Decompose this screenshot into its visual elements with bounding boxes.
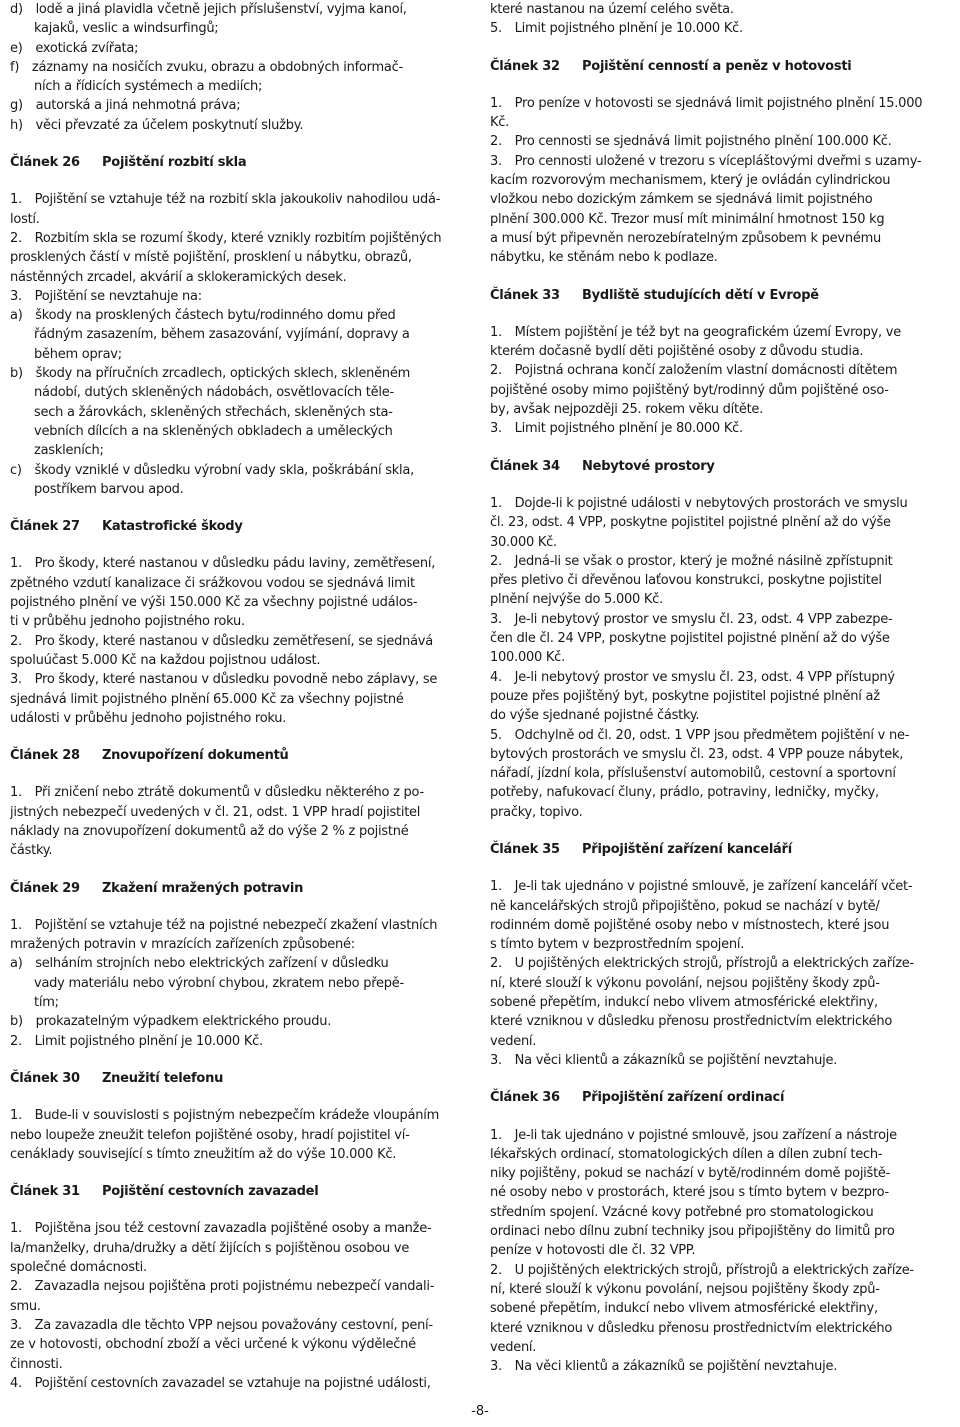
text-line: spoluúčast 5.000 Kč na každou pojistnou událost. xyxy=(10,652,321,668)
spacer xyxy=(10,861,470,879)
text-line: la/manželky, druha/družky a dětí žijících s pojištěnou osobou ve xyxy=(10,1240,410,1256)
text-line: 5. Limit pojistného plnění je 10.000 Kč. xyxy=(490,21,743,37)
article-number: Článek 32 xyxy=(490,58,560,74)
left-column xyxy=(10,0,470,1393)
text-line: sobené přepětím, indukcí nebo vlivem atmosférické elektřiny, xyxy=(490,1301,878,1317)
text-line: 3. Je-li nebytový prostor ve smyslu čl. 23, odst. 4 VPP zabezpe- xyxy=(490,611,893,627)
text-line: které nastanou na území celého světa. xyxy=(490,2,734,17)
text-line: 30.000 Kč. xyxy=(490,534,557,550)
text-line: a musí být připevněn nerozebíratelným způsobem k pevnému xyxy=(490,230,881,246)
text-line: kterém dočasně bydlí děti pojištěné osoby z důvodu studia. xyxy=(490,344,864,360)
text-line: 1. Pojištění se vztahuje též na rozbití skla jakoukoliv nahodilou udá- xyxy=(10,192,441,208)
text-line: 3. Pro cennosti uložené v trezoru s vícepláštovými dveřmi s uzamy- xyxy=(490,153,922,169)
text-line: 3. Za zavazadla dle těchto VPP nejsou považovány cestovní, pení- xyxy=(10,1317,433,1333)
text-line: lostí. xyxy=(10,211,40,227)
text-line: do výše sjednané pojistné částky. xyxy=(490,708,700,724)
text-line: bytových prostorách ve smyslu čl. 23, odst. 4 VPP pouze nábytek, xyxy=(490,746,904,762)
article-title: Nebytové prostory xyxy=(582,458,715,474)
text-line: tím; xyxy=(34,995,59,1011)
article-heading xyxy=(490,1088,958,1107)
spacer xyxy=(10,135,470,153)
spacer xyxy=(490,859,958,877)
spacer xyxy=(490,1108,958,1126)
text-line: ordinaci nebo dílnu zubní techniky jsou připojištěny do limitů pro xyxy=(490,1224,895,1240)
text-line: 1. Při zničení nebo ztrátě dokumentů v důsledku některého z po- xyxy=(10,785,424,801)
text-line: 2. Pro cennosti se sjednává limit pojistného plnění 100.000 Kč. xyxy=(490,134,892,150)
text-line: e) exotická zvířata; xyxy=(10,40,139,56)
article-title: Bydliště studujících dětí v Evropě xyxy=(582,287,819,303)
text-line: nástěnných zrcadel, akvárií a sklokeramických desek. xyxy=(10,269,347,285)
text-line: 1. Je-li tak ujednáno v pojistné smlouvě, jsou zařízení a nástroje xyxy=(490,1127,897,1143)
text-line: sobené přepětím, indukcí nebo vlivem atmosférické elektřiny, xyxy=(490,995,878,1011)
spacer xyxy=(490,39,958,57)
text-line: 3. Na věci klientů a zákazníků se pojištění nevztahuje. xyxy=(490,1359,838,1375)
text-line: 1. Místem pojištění je též byt na geografickém území Evropy, ve xyxy=(490,324,901,340)
text-line: niky pojištěny, pokud se nachází v bytě/rodinném domě pojiště- xyxy=(490,1166,891,1182)
text-line: události v průběhu jednoho pojistného roku. xyxy=(10,710,287,726)
text-line: pojištěné osoby mimo pojištěný byt/rodinný dům pojištěné oso- xyxy=(490,382,889,398)
text-line: smu. xyxy=(10,1298,41,1314)
text-line: pojistného plnění ve výši 150.000 Kč za všechny pojistné událos- xyxy=(10,595,418,611)
text-line: a) selháním strojních nebo elektrických zařízení v důsledku xyxy=(10,956,389,972)
text-line: sjednává limit pojistného plnění 65.000 Kč za všechny pojistné xyxy=(10,691,404,707)
article-title: Zneužití telefonu xyxy=(102,1070,224,1086)
text-line: vebních dílcích a na skleněných obkladech a uměleckých xyxy=(34,423,393,439)
text-line: nářadí, jízdní kola, příslušenství automobilů, cestovní a sportovní xyxy=(490,766,896,782)
article-title: Zkažení mražených potravin xyxy=(102,880,304,896)
spacer xyxy=(10,1051,470,1069)
article-number: Článek 29 xyxy=(10,880,80,896)
text-line: vložkou nebo dozickým zámkem se sjednává limit pojistného xyxy=(490,192,873,208)
text-line: čen dle čl. 24 VPP, poskytne pojistitel pojistné plnění až do výše xyxy=(490,631,890,647)
spacer xyxy=(10,728,470,746)
article-title: Připojištění zařízení kanceláří xyxy=(582,841,792,857)
text-line: potřeby, nafukovací čluny, prádlo, potraviny, ledničky, myčky, xyxy=(490,785,879,801)
text-line: nebo loupeže zneužit telefon pojištěné osoby, hradí pojistitel ví- xyxy=(10,1127,410,1143)
text-line: sech a žárovkách, skleněných střechách, skleněných sta- xyxy=(34,404,393,420)
text-line: plnění 300.000 Kč. Trezor musí mít minimální hmotnost 150 kg xyxy=(490,211,885,227)
article-heading xyxy=(490,457,958,476)
spacer xyxy=(490,1070,958,1088)
article-number: Článek 27 xyxy=(10,519,80,535)
article-number: Článek 26 xyxy=(10,155,80,171)
text-line: b) škody na příručních zrcadlech, optických sklech, skleněném xyxy=(10,366,411,382)
text-line: společné domácnosti. xyxy=(10,1260,147,1276)
text-line: rodinném domě pojištěné osoby nebo v místnostech, které jsou xyxy=(490,917,890,933)
text-line: částky. xyxy=(10,843,53,859)
text-line: zaskleních; xyxy=(34,443,104,459)
text-line: 2. Zavazadla nejsou pojištěna proti pojistnému nebezpečí vandali- xyxy=(10,1279,435,1295)
article-number: Článek 30 xyxy=(10,1070,80,1086)
article-number: Článek 36 xyxy=(490,1090,560,1106)
text-line: h) věci převzaté za účelem poskytnutí služby. xyxy=(10,117,304,133)
article-heading xyxy=(10,153,470,172)
article-title: Pojištění cestovních zavazadel xyxy=(102,1184,319,1200)
text-line: d) lodě a jiná plavidla včetně jejich příslušenství, vyjma kanoí, xyxy=(10,2,407,17)
article-number: Článek 34 xyxy=(490,458,560,474)
text-line: 1. Pro peníze v hotovosti se sjednává limit pojistného plnění 15.000 xyxy=(490,95,923,111)
article-title: Pojištění rozbití skla xyxy=(102,155,247,171)
text-line: c) škody vzniklé v důsledku výrobní vady skla, poškrábání skla, xyxy=(10,462,414,478)
text-line: ní, které slouží k výkonu povolání, nejsou pojištěny škody způ- xyxy=(490,975,880,991)
text-line: 4. Je-li nebytový prostor ve smyslu čl. 23, odst. 4 VPP přístupný xyxy=(490,669,895,685)
article-heading xyxy=(10,517,470,536)
text-line: nádobí, dutých skleněných nádobách, osvětlovacích těle- xyxy=(34,385,394,401)
text-line: prosklených částí v místě pojištění, prosklení u nábytku, obrazů, xyxy=(10,250,412,266)
text-line: zpětného vzdutí kanalizace či srážkovou vodou se sjednává limit xyxy=(10,575,415,591)
text-line: jistných nebezpečí uvedených v čl. 21, odst. 1 VPP hradí pojistitel xyxy=(10,804,421,820)
text-line: by, avšak nejpozději 25. rokem věku dítěte. xyxy=(490,402,764,418)
spacer xyxy=(10,1201,470,1219)
spacer xyxy=(10,536,470,554)
article-heading xyxy=(10,1182,470,1201)
text-line: vedení. xyxy=(490,1033,537,1049)
text-line: 3. Limit pojistného plnění je 80.000 Kč. xyxy=(490,421,743,437)
spacer xyxy=(10,499,470,517)
text-line: ně kancelářských strojů připojištěno, pokud se nachází v bytě/ xyxy=(490,898,880,914)
text-line: g) autorská a jiná nehmotná práva; xyxy=(10,98,241,114)
text-line: cenáklady související s tímto zneužitím až do výše 10.000 Kč. xyxy=(10,1146,397,1162)
text-line: nábytku, ke stěnám nebo k podlaze. xyxy=(490,250,718,266)
article-heading xyxy=(10,879,470,898)
text-line: 1. Je-li tak ujednáno v pojistné smlouvě, je zařízení kanceláří včet- xyxy=(490,879,913,895)
text-line: 1. Pojištěna jsou též cestovní zavazadla pojištěné osoby a manže- xyxy=(10,1221,432,1237)
article-number: Článek 33 xyxy=(490,287,560,303)
text-line: 4. Pojištění cestovních zavazadel se vztahuje na pojistné události, xyxy=(10,1375,431,1391)
text-line: né osoby nebo v prostorách, které jsou s tímto bytem v bezpro- xyxy=(490,1185,889,1201)
article-title: Katastrofické škody xyxy=(102,519,243,535)
text-line: pračky, topivo. xyxy=(490,804,583,820)
text-line: vedení. xyxy=(490,1339,537,1355)
spacer xyxy=(10,172,470,190)
text-line: řádným zasazením, během zasazování, vyjímání, dopravy a xyxy=(34,327,410,343)
text-line: postříkem barvou apod. xyxy=(34,481,184,497)
text-line: 2. Limit pojistného plnění je 10.000 Kč. xyxy=(10,1033,263,1049)
text-line: 3. Pojištění se nevztahuje na: xyxy=(10,288,202,304)
article-heading xyxy=(10,746,470,765)
text-line: plnění nejvýše do 5.000 Kč. xyxy=(490,592,663,608)
text-line: 2. U pojištěných elektrických strojů, přístrojů a elektrických zaříze- xyxy=(490,1262,914,1278)
text-line: kajaků, veslic a windsurfingů; xyxy=(34,21,219,37)
text-line: ní, které slouží k výkonu povolání, nejsou pojištěny škody způ- xyxy=(490,1281,880,1297)
text-line: 3. Pro škody, které nastanou v důsledku povodně nebo záplavy, se xyxy=(10,672,438,688)
spacer xyxy=(10,765,470,783)
spacer xyxy=(10,1088,470,1106)
text-line: ze v hotovosti, obchodní zboží a věci určené k výkonu výdělečné xyxy=(10,1337,416,1353)
text-line: 2. Jedná-li se však o prostor, který je možné násilně zpřístupnit xyxy=(490,553,893,569)
right-column xyxy=(490,0,958,1376)
spacer xyxy=(490,476,958,494)
text-line: 2. Pro škody, které nastanou v důsledku zemětřesení, se sjednává xyxy=(10,633,433,649)
text-line: 5. Odchylně od čl. 20, odst. 1 VPP jsou předmětem pojištění v ne- xyxy=(490,727,910,743)
text-line: 1. Bude-li v souvislosti s pojistným nebezpečím krádeže vloupáním xyxy=(10,1108,439,1124)
text-line: během oprav; xyxy=(34,346,122,362)
article-title: Pojištění cenností a peněz v hotovosti xyxy=(582,58,852,74)
text-line: které vzniknou v důsledku přenosu prostřednictvím elektrického xyxy=(490,1320,893,1336)
text-line: mražených potravin v mrazících zařízeních způsobené: xyxy=(10,937,355,953)
text-line: náklady na znovupořízení dokumentů až do výše 2 % z pojistné xyxy=(10,823,409,839)
article-title: Připojištění zařízení ordinací xyxy=(582,1090,785,1106)
text-line: pouze přes pojištěný byt, poskytne pojistitel pojistné plnění až xyxy=(490,688,880,704)
text-line: b) prokazatelným výpadkem elektrického proudu. xyxy=(10,1014,332,1030)
text-line: ti v průběhu jednoho pojistného roku. xyxy=(10,614,245,630)
article-heading xyxy=(10,1069,470,1088)
text-line: přes pletivo či dřevěnou laťovou konstrukci, poskytne pojistitel xyxy=(490,573,882,589)
article-title: Znovupořízení dokumentů xyxy=(102,748,289,764)
text-line: středním spojení. Vzácné kovy potřebné pro stomatologickou xyxy=(490,1204,874,1220)
article-number: Článek 35 xyxy=(490,841,560,857)
text-line: činnosti. xyxy=(10,1356,63,1372)
spacer xyxy=(10,898,470,916)
text-line: kacím rozvorovým mechanismem, který je ovládán cylindrickou xyxy=(490,173,891,189)
article-heading xyxy=(490,57,958,76)
text-line: 3. Na věci klientů a zákazníků se pojištění nevztahuje. xyxy=(490,1052,838,1068)
text-line: lékařských ordinací, stomatologických dílen a dílen zubní tech- xyxy=(490,1146,883,1162)
text-line: s tímto bytem v bezprostředním spojení. xyxy=(490,937,745,953)
text-line: f) záznamy na nosičích zvuku, obrazu a obdobných informač- xyxy=(10,59,403,75)
text-line: 1. Pojištění se vztahuje též na pojistné nebezpečí zkažení vlastních xyxy=(10,917,438,933)
text-line: peníze v hotovosti dle čl. 32 VPP. xyxy=(490,1243,696,1259)
spacer xyxy=(490,268,958,286)
article-number: Článek 28 xyxy=(10,748,80,764)
text-line: ních a řídicích systémech a mediích; xyxy=(34,79,263,95)
text-line: a) škody na prosklených částech bytu/rodinného domu před xyxy=(10,308,396,324)
text-line: 100.000 Kč. xyxy=(490,650,565,666)
text-line: které vzniknou v důsledku přenosu prostřednictvím elektrického xyxy=(490,1014,893,1030)
article-heading xyxy=(490,286,958,305)
article-number: Článek 31 xyxy=(10,1184,80,1200)
spacer xyxy=(490,822,958,840)
spacer xyxy=(490,76,958,94)
text-line: čl. 23, odst. 4 VPP, poskytne pojistitel pojistné plnění až do výše xyxy=(490,515,891,531)
spacer xyxy=(490,305,958,323)
spacer xyxy=(10,1164,470,1182)
text-line: 2. U pojištěných elektrických strojů, přístrojů a elektrických zaříze- xyxy=(490,956,914,972)
page-number: -8- xyxy=(471,1404,489,1419)
text-line: vady materiálu nebo výrobní chybou, zkratem nebo přepě- xyxy=(34,975,404,991)
text-line: 2. Pojistná ochrana končí založením vlastní domácnosti dítětem xyxy=(490,363,898,379)
text-line: 1. Dojde-li k pojistné události v nebytových prostorách ve smyslu xyxy=(490,495,908,511)
spacer xyxy=(490,439,958,457)
article-heading xyxy=(490,840,958,859)
text-line: Kč. xyxy=(490,115,510,131)
text-line: 2. Rozbitím skla se rozumí škody, které vznikly rozbitím pojištěných xyxy=(10,230,442,246)
text-line: 1. Pro škody, které nastanou v důsledku pádu laviny, zemětřesení, xyxy=(10,556,436,572)
